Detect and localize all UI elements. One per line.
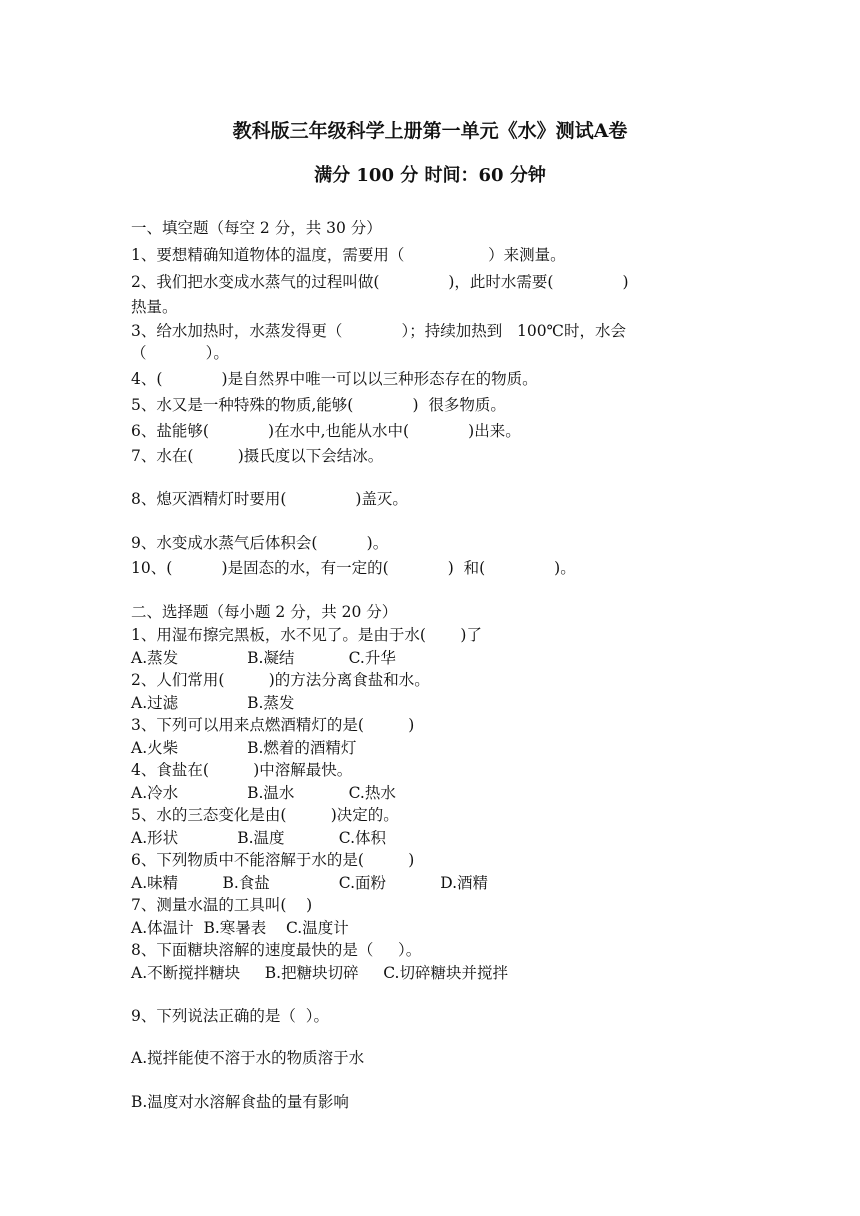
fill-question-2: 2、我们把水变成水蒸气的过程叫做( )，此时水需要( ) bbox=[131, 273, 629, 291]
choice-question-4: 4、食盐在( )中溶解最快。 bbox=[131, 761, 353, 779]
choice-question-6: 6、下列物质中不能溶解于水的是( ) bbox=[131, 851, 415, 869]
choice-question-7-options: A.体温计 B.寒暑表 C.温度计 bbox=[131, 919, 349, 937]
choice-question-8: 8、下面糖块溶解的速度最快的是（ ）。 bbox=[131, 941, 422, 959]
choice-question-1-options: A.蒸发 B.凝结 C.升华 bbox=[131, 649, 396, 667]
choice-question-8-options: A.不断搅拌糖块 B.把糖块切碎 C.切碎糖块并搅拌 bbox=[131, 964, 508, 982]
choice-question-9-option-b: B.温度对水溶解食盐的量有影响 bbox=[131, 1093, 349, 1111]
fill-question-3-cont: （ ）。 bbox=[131, 344, 229, 362]
choice-question-2: 2、人们常用( )的方法分离食盐和水。 bbox=[131, 671, 430, 689]
fill-question-5: 5、水又是一种特殊的物质,能够( ) 很多物质。 bbox=[131, 396, 506, 414]
fill-question-8: 8、熄灭酒精灯时要用( )盖灭。 bbox=[131, 490, 408, 508]
choice-question-9-option-a: A.搅拌能使不溶于水的物质溶于水 bbox=[131, 1049, 365, 1067]
fill-question-3: 3、给水加热时，水蒸发得更（ ）；持续加热到 100℃时，水会 bbox=[131, 322, 626, 340]
choice-question-5-options: A.形状 B.温度 C.体积 bbox=[131, 829, 386, 847]
fill-question-6: 6、盐能够( )在水中,也能从水中( )出来。 bbox=[131, 422, 521, 440]
page-title: 教科版三年级科学上册第一单元《水》测试A卷 bbox=[232, 120, 628, 142]
fill-question-4: 4、( )是自然界中唯一可以以三种形态存在的物质。 bbox=[131, 370, 538, 388]
fill-question-2-cont: 热量。 bbox=[131, 298, 178, 316]
fill-question-1: 1、要想精确知道物体的温度，需要用（ ）来测量。 bbox=[131, 246, 566, 264]
choice-question-3-options: A.火柴 B.燃着的酒精灯 bbox=[131, 739, 357, 757]
choice-question-5: 5、水的三态变化是由( )决定的。 bbox=[131, 806, 399, 824]
choice-question-2-options: A.过滤 B.蒸发 bbox=[131, 694, 295, 712]
page-subtitle: 满分 100 分 时间：60 分钟 bbox=[314, 165, 546, 186]
section1-heading: 一、填空题（每空 2 分，共 30 分） bbox=[131, 219, 382, 237]
choice-question-7: 7、测量水温的工具叫( ) bbox=[131, 896, 313, 914]
choice-question-1: 1、用湿布擦完黑板，水不见了。是由于水( )了 bbox=[131, 626, 482, 644]
choice-question-6-options: A.味精 B.食盐 C.面粉 D.酒精 bbox=[131, 874, 488, 892]
fill-question-7: 7、水在( )摄氏度以下会结冰。 bbox=[131, 447, 384, 465]
section2-heading: 二、选择题（每小题 2 分，共 20 分） bbox=[131, 603, 398, 621]
choice-question-9: 9、下列说法正确的是（ ）。 bbox=[131, 1007, 329, 1025]
choice-question-4-options: A.冷水 B.温水 C.热水 bbox=[131, 784, 396, 802]
fill-question-9: 9、水变成水蒸气后体积会( )。 bbox=[131, 534, 389, 552]
choice-question-3: 3、下列可以用来点燃酒精灯的是( ) bbox=[131, 716, 415, 734]
fill-question-10: 10、( )是固态的水，有一定的( ) 和( )。 bbox=[131, 559, 576, 577]
